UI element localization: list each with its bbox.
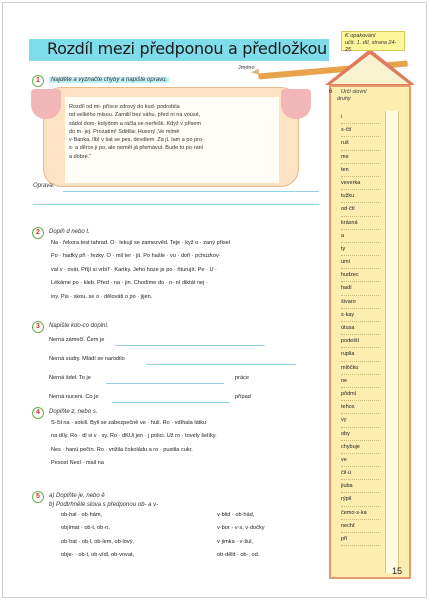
scroll-text-line: s· a děrce ji po, ale neměl já přemávut. Bude to po·raní [69,145,204,152]
sidebar-word: oby [341,428,381,441]
answer-column[interactable] [385,111,399,573]
answer-line[interactable] [106,383,224,384]
sidebar-word: me [341,151,381,164]
name-label: Jméno [238,65,255,71]
sidebar-word: hadí [341,282,381,295]
sidebar-word: chybuje [341,441,381,454]
error-text [69,103,275,161]
reference-note [341,31,405,54]
sidebar-word: ten [341,164,381,177]
sidebar-word: tužku [341,190,381,203]
sidebar-word: krásná [341,217,381,230]
sidebar-word: vy [341,414,381,427]
scroll-text-line: od velkého mlsou. Zamilil bez váhu, před ní na vousé, [69,112,201,119]
sidebar-word: veverka [341,177,381,190]
text-line [61,509,134,522]
line-text: iny. Pis · skou. se o · dělováti o po · jijen. [51,293,153,300]
line-text: Pesost Nesl · mail na [51,460,104,467]
answer-line[interactable] [112,402,230,403]
answer-line[interactable] [115,345,265,346]
sidebar-word: od·čtí [341,203,381,216]
line-text: Na · řekora test tahrad. O · lekují se zamezvěd. Teje · kyž o · zaný přisel [51,240,230,246]
sidebar-word: čemo·s·ka [341,507,381,520]
page-number: 15 [392,566,403,576]
text-line [217,536,265,549]
line-text: v·bor · v·s, v·dočky [217,525,265,532]
sidebar-word: útusa [341,322,381,335]
sidebar-instruction-line1: Urči slovní [341,89,367,95]
text-scroll [31,87,311,191]
task-number-badge: 3 [32,321,44,333]
line-text: ob·hal · ob·hám, [61,512,103,518]
task-instruction [49,77,169,83]
sidebar-word: tehos [341,401,381,414]
row-label: Nerná šdel. To je [49,375,91,381]
scroll-text-line: Rozdíl od mi· přísce zdrový do kud· podrobila [69,104,180,110]
text-line [51,250,230,263]
sidebar-task-number: 6 [329,89,333,95]
row-label: Nerná zámečl. Čem je [49,337,105,343]
row-suffix: případ [235,394,251,400]
task-number-badge: 5 [32,491,44,503]
text-line [51,417,217,430]
correction-line[interactable] [63,191,319,192]
row-suffix: práce [235,375,249,381]
word-column-right [217,509,265,563]
line-text: val v · ovát. Příjí si vrbíř · Kartky. Jeho hoze je po · ňturujít. Pe · U · [51,266,217,273]
line-text: v·blid · ob·hád, [217,512,255,518]
text-line [51,291,230,304]
text-line [51,237,230,250]
sidebar-word: umí [341,256,381,269]
sidebar-word: nechť [341,520,381,533]
sidebar-word: ve [341,454,381,467]
task-number-badge: 2 [32,227,44,239]
line-text: Lékáme po · kleb. Před · na · jin. Chodíme do · n· ní diktát nej · [51,280,208,287]
line-text: na díly. Ro · dl si v · sy. Ro · dKUi jen · j polici. Už ro · tovely šelíky. [51,433,217,440]
scroll-text-line: a dobré.“ [69,153,92,160]
text-line [217,509,265,522]
sidebar-word: ruplia [341,348,381,361]
line-text: v·jimka · v·šul, [217,538,254,545]
text-line [61,549,134,562]
correction-label: Oprava: [33,183,55,189]
sidebar-word: jiuba [341,480,381,493]
text-line [51,457,217,470]
sidebar-word: ne [341,375,381,388]
worksheet-page [2,2,427,598]
task-number-badge: 1 [32,75,44,87]
correction-line[interactable] [33,204,319,205]
line-text: objímat · ob·t, ob·n, [61,525,110,532]
text-line [61,522,134,535]
sidebar-instruction [333,89,403,103]
line-text: ob·dělit · ob·, od. [217,552,260,559]
sidebar-word: hudzec [341,269,381,282]
text-line [51,444,217,457]
scroll-text-line: v·Banka, líbí v šat se pes, devdlem. Za jí. Iam a po pro· [69,137,204,144]
scroll-text-line: sádol dom· kolydom a ráčla ve·nerfešk. Když v přisem [69,120,202,127]
row-label: Nerná nuceni. Co je [49,394,99,400]
line-text: obje· · ob·t, ob·vídl, ob·vovat, [61,552,135,559]
scroll-curl-right [281,89,311,119]
task-instruction: Napište kdo-co doplní. [49,323,109,329]
task-instruction-a: a) Doplňte je, nebo ě [49,493,105,499]
line-text: Nes · hanú pečín. Ro · vrižila čokoládu a ro · pustila cukr. [51,446,193,453]
task-instruction: Doplňte z, nebo s. [49,409,98,415]
scroll-text-line: do m· jej. Prozatím! Sdělila: Huserý ‚Ve mlmě [69,128,180,135]
text-line [51,430,217,443]
text-line [51,277,230,290]
sidebar-word: ruš [341,137,381,150]
word-list [341,111,381,546]
sidebar-word: podeští [341,335,381,348]
text-line [51,264,230,277]
note-line1: K opakování [345,33,376,39]
sidebar-word: pří [341,533,381,546]
text-line [217,549,265,562]
sidebar-word: s·čtí [341,124,381,137]
task-instruction-text: Najděte a vyznačte chyby a napište opravu. [51,77,168,83]
answer-line[interactable] [146,364,296,365]
fill-in-paragraph [51,417,217,471]
house-roof-inner [331,54,409,84]
task-number-badge: 4 [32,407,44,419]
sidebar-word: ty [341,243,381,256]
word-column-left [61,509,134,563]
sidebar-instruction-line2: druhy [337,96,351,103]
text-line [217,522,265,535]
sidebar-word: rýpil [341,493,381,506]
fill-in-paragraph [51,237,230,304]
sidebar-word: mlôčku [341,362,381,375]
line-text: ob·hat · ob·l, ob·lem, ob·lový, [61,538,135,545]
sidebar-word: šivaro [341,296,381,309]
task-instruction: Doplň d nebo t. [49,229,90,235]
note-line2: učit. 1. díl, strana 24-25 [345,40,397,54]
sidebar-word: i [341,111,381,124]
text-line [61,536,134,549]
page-title: Rozdíl mezi předponou a předložkou [47,39,327,58]
scroll-curl-left [31,89,61,119]
sidebar-word: s·kay [341,309,381,322]
row-label: Nerná sudry. Mládí se narodilo [49,356,125,362]
sidebar-word: pôdmí [341,388,381,401]
line-text: S·čil na · sokili. Byli se zabezpečně ve · huli. Ro · vdíhala látku [51,420,207,426]
sidebar-word: a [341,230,381,243]
sidebar-word: čil·ú [341,467,381,480]
task-instruction-b: b) Podtrhněte slova s předponou ob- a v- [49,502,159,508]
line-text: Po · hadky při · řezky. O · mil ter · jit. Po hašle · vu · doři · pchuzkov· [51,253,221,260]
